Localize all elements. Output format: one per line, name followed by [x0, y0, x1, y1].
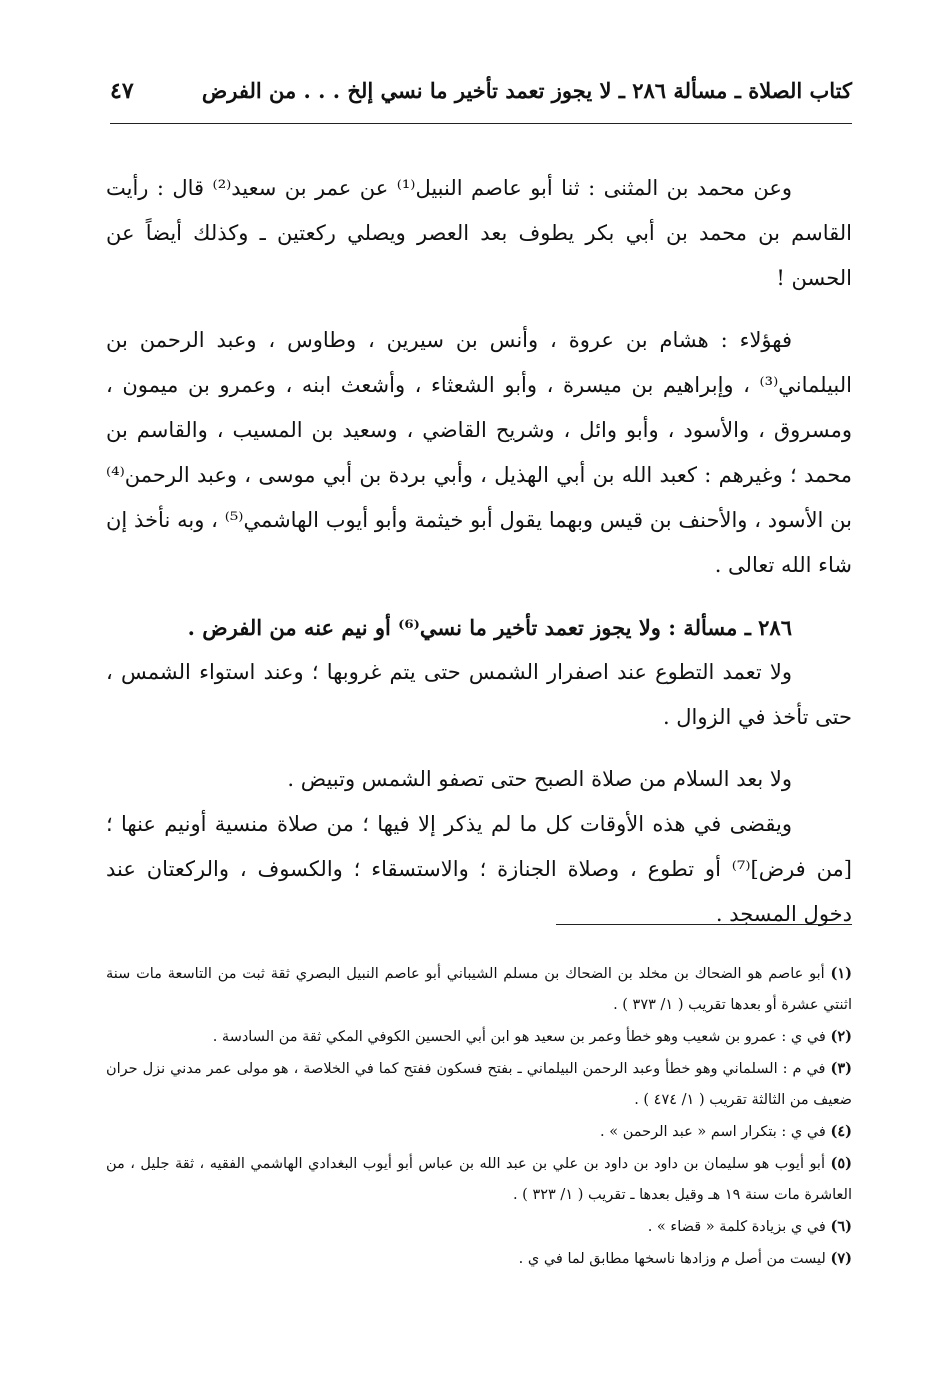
footnote-number: (٢)	[830, 1028, 852, 1045]
footnote-divider	[556, 924, 852, 925]
page-header	[110, 72, 852, 118]
page-number: ٤٧	[110, 78, 134, 104]
footnote-text: في ي : عمرو بن شعيب وهو خطأ وعمر بن سعيد هو ابن أبي الحسين الكوفي المكي ثقة من السادسة .	[212, 1029, 826, 1045]
footnote-text: أبو أيوب هو سليمان بن داود بن داود بن علي بن عبد الله بن عباس أبو أيوب البغدادي الهاشمي الفقيه ، ثقة جليل ، من العاشرة مات سنة ١٩ هـ وقيل بعدها ـ تقريب ( ١/ ٣٢٣ ) .	[106, 1156, 852, 1203]
footnote-number: (٦)	[830, 1218, 852, 1235]
paragraph: ويقضى في هذه الأوقات كل ما لم يذكر إلا فيها ؛ من صلاة منسية أونيم عنها ؛ [من فرض]⁽⁷⁾ أو تطوع ، وصلاة الجنازة ؛ والاستسقاء ؛ والكسوف ، والركعتان عند دخول المسجد .	[106, 812, 852, 926]
footnote	[106, 1148, 852, 1211]
header-divider	[110, 123, 852, 124]
footnote-number: (١)	[830, 965, 852, 982]
paragraph: ولا بعد السلام من صلاة الصبح حتى تصفو الشمس وتبيض .	[287, 767, 792, 791]
footnotes	[106, 958, 852, 1275]
footnote	[106, 1053, 852, 1116]
footnote	[106, 1211, 852, 1243]
footnote-text: أبو عاصم هو الضحاك بن مخلد بن الضحاك بن مسلم الشيباني أبو عاصم النبيل البصري ثقة ثبت من التاسعة مات سنة اثنتي عشرة أو بعدها تقريب ( ١/ ٣٧٣ ) .	[106, 966, 852, 1013]
main-text	[106, 166, 852, 954]
footnote-text: في ي بزيادة كلمة « قضاء » .	[647, 1219, 826, 1235]
footnote	[106, 1021, 852, 1053]
footnote-number: (٣)	[830, 1060, 853, 1077]
paragraph: وعن محمد بن المثنى : ثنا أبو عاصم النبيل⁽¹⁾ عن عمر بن سعيد⁽²⁾ قال : رأيت القاسم بن محمد بن أبي بكر يطوف بعد العصر ويصلي ركعتين ـ وكذلك أيضاً عن الحسن !	[106, 176, 852, 290]
footnote	[106, 958, 852, 1021]
footnote-text: في م : السلماني وهو خطأ وعبد الرحمن البيلماني ـ بفتح فسكون ففتح كما في الخلاصة ، هو مولى عمر مدني نزل حران ضعيف من الثالثة تقريب ( ١/ ٤٧٤ ) .	[106, 1061, 852, 1108]
paragraph: فهؤلاء : هشام بن عروة ، وأنس بن سيرين ، وطاوس ، وعبد الرحمن بن البيلماني⁽³⁾ ، وإبراهيم بن ميسرة ، وأبو الشعثاء ، وأشعث ابنه ، وعمرو بن ميمون ، ومسروق ، والأسود ، وأبو وائل ، وشريح القاضي ، وسعيد بن المسيب ، والقاسم بن محمد ؛ وغيرهم : كعبد الله بن أبي الهذيل ، وأبي بردة بن أبي موسى ، وعبد الرحمن⁽⁴⁾ بن الأسود ، والأحنف بن قيس وبهما يقول أبو خيثمة وأبو أيوب الهاشمي⁽⁵⁾ ، وبه نأخذ إن شاء الله تعالى .	[106, 328, 853, 577]
running-title: كتاب الصلاة ـ مسألة ٢٨٦ ـ لا يجوز تعمد تأخير ما نسي إلخ . . . من الفرض	[201, 78, 852, 103]
masala-text: ولا يجوز تعمد تأخير ما نسي⁽⁶⁾ أو نيم عنه من الفرض .	[187, 615, 661, 640]
masala-heading	[106, 605, 852, 650]
footnote	[106, 1116, 852, 1148]
footnote	[106, 1243, 852, 1275]
paragraph: ولا تعمد التطوع عند اصفرار الشمس حتى يتم غروبها ؛ وعند استواء الشمس ، حتى تأخذ في الزوال .	[106, 660, 852, 729]
footnote-number: (٥)	[830, 1155, 852, 1172]
masala-number: ٢٨٦ ـ	[744, 615, 792, 640]
footnote-number: (٤)	[830, 1123, 852, 1140]
masala-label: مسألة :	[668, 615, 738, 640]
footnote-text: ليست من أصل م وزادها ناسخها مطابق لما في ي .	[518, 1251, 826, 1267]
footnote-number: (٧)	[830, 1250, 852, 1267]
footnote-text: في ي : بتكرار اسم « عبد الرحمن » .	[600, 1124, 826, 1140]
